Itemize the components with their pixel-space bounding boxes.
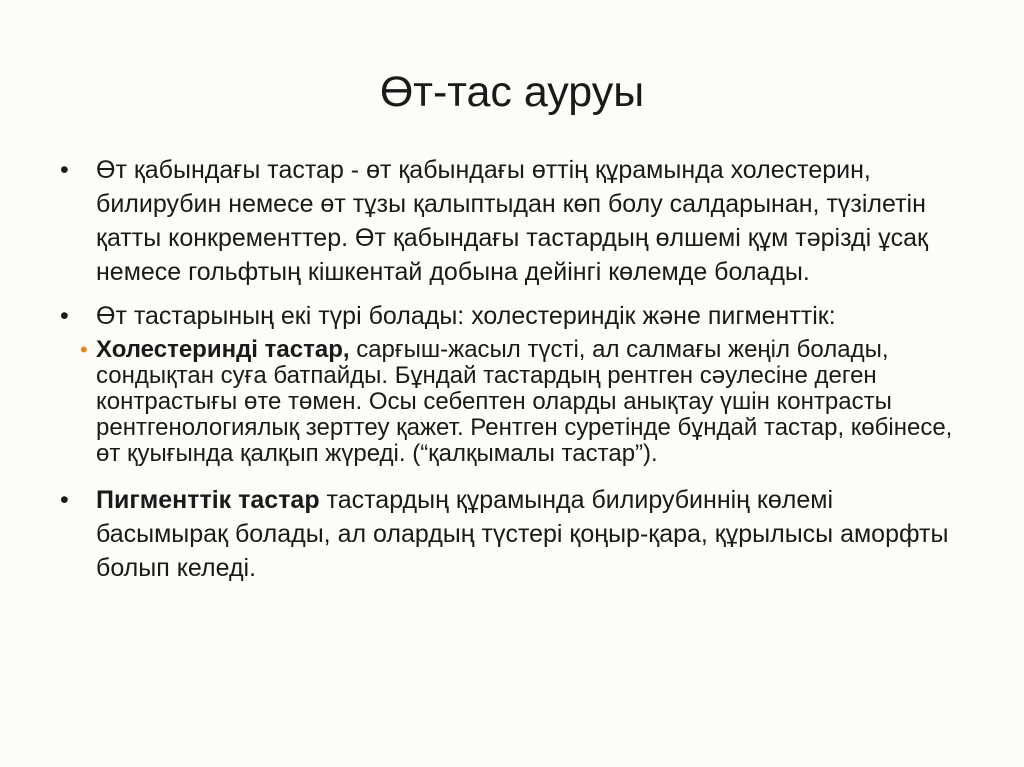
bullet-list <box>60 153 970 595</box>
bullet-item-pigment-stones <box>60 483 970 585</box>
bullet-bold-term: Холестеринді тастар, <box>96 336 350 363</box>
bullet-item-definition <box>60 153 970 289</box>
bullet-bold-term: Пигменттік тастар <box>96 486 320 514</box>
bullet-marker: • <box>60 486 69 514</box>
bullet-marker: • <box>60 156 69 184</box>
bullet-item-cholesterol-stones <box>60 337 970 467</box>
slide-title: Өт-тас ауруы <box>379 68 645 116</box>
bullet-text: тастардың құрамында билирубиннің көлемі басымырақ болады, ал олардың түстері қоңыр-қара, құрылысы аморфты болып келеді. <box>96 486 949 582</box>
bullet-text: Өт тастарының екі түрі болады: холестериндік және пигменттік: <box>96 302 836 330</box>
sub-bullet-marker: • <box>80 337 88 362</box>
bullet-text: Өт қабындағы тастар - өт қабындағы өттің құрамында холестерин, билирубин немесе өт тұзы қалыптыдан көп болу салдарынан, түзілетін қатты конкременттер. Өт қабындағы тастардың өлшемі құм тәрізді ұсақ немесе гольфтың кішкентай добына дейінгі көлемде болады. <box>96 156 928 286</box>
bullet-item-types <box>60 299 970 333</box>
bullet-text: сарғыш-жасыл түсті, ал салмағы жеңіл болады, сондықтан суға батпайды. Бұндай тастардың рентген сәулесіне деген контрастығы өте төмен. Осы себептен оларды анықтау үшін контрасты рентгенологиялық зерттеу қажет. Рентген суретінде бұндай тастар, көбінесе, өт қуығында қалқып жүреді. (“қалқымалы тастар”). <box>96 336 953 467</box>
bullet-marker: • <box>60 302 69 330</box>
